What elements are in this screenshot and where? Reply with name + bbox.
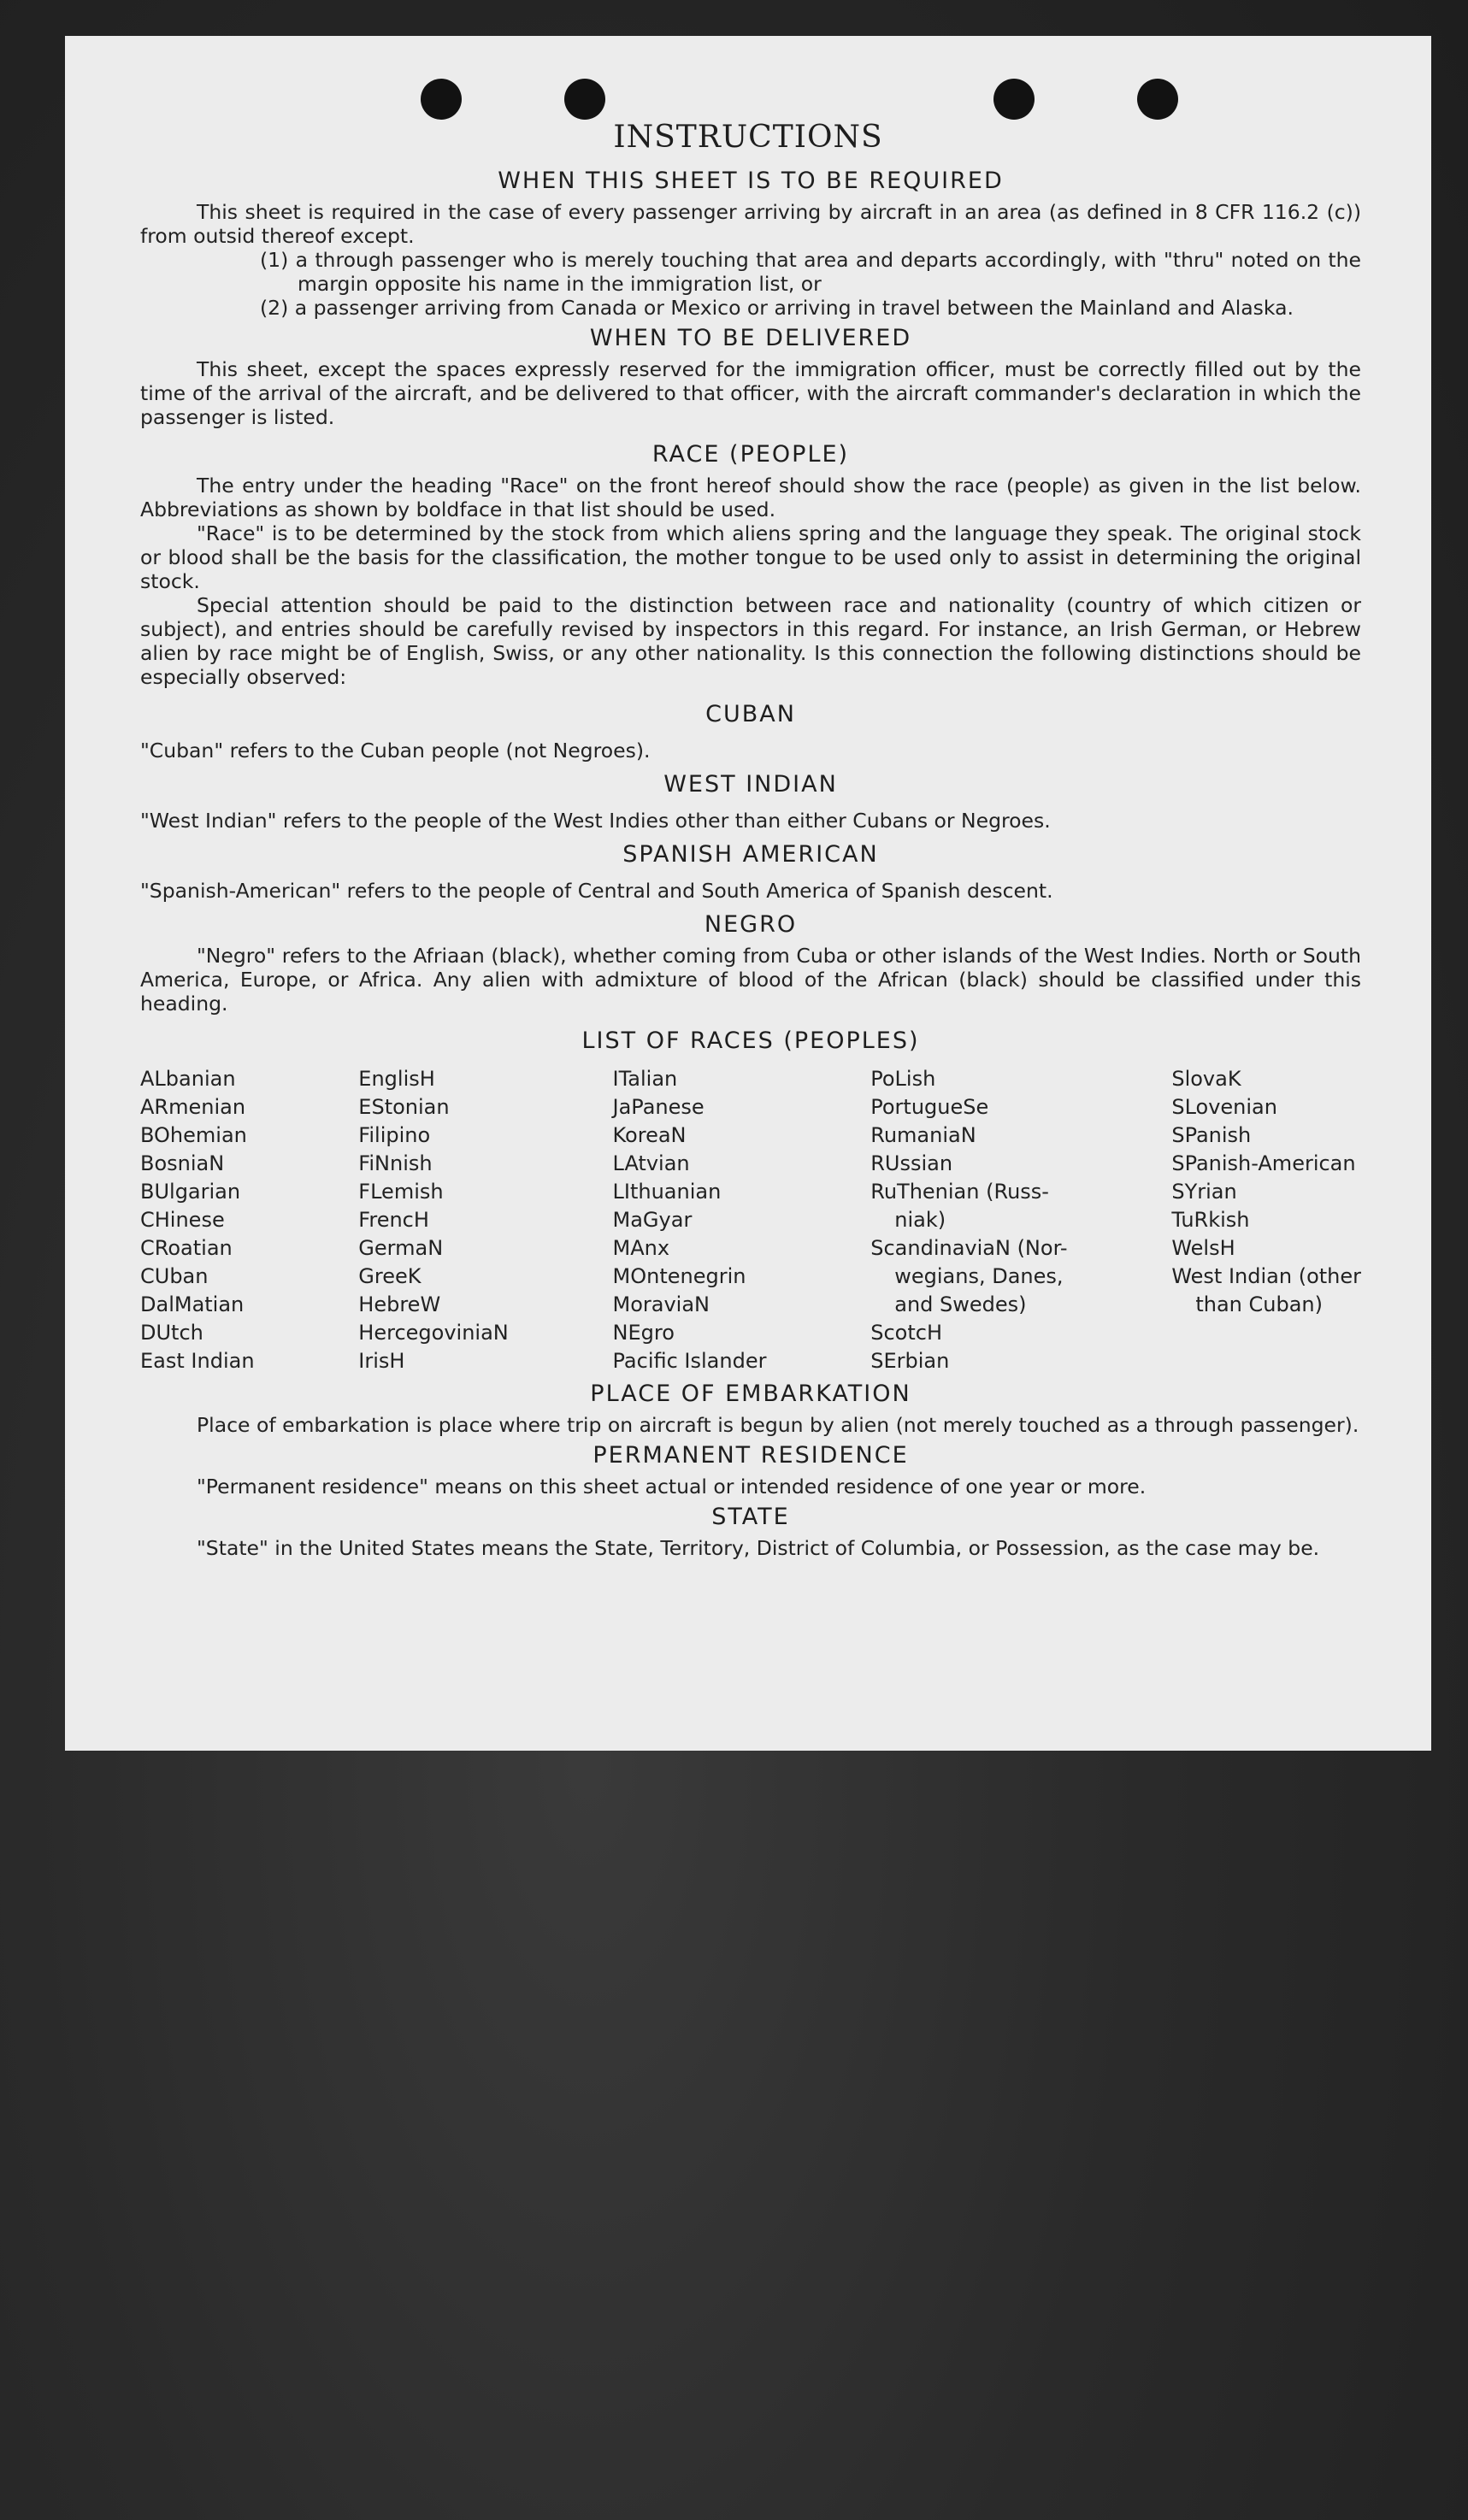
race-entry: TuRkish [1171,1208,1250,1232]
punch-hole [993,79,1035,120]
races-list [140,1065,1361,1375]
race-entry: GreeK [358,1264,422,1288]
race-entry: than Cuban) [1195,1292,1323,1316]
race-entry: SPanish [1171,1123,1252,1147]
heading-race: RACE (PEOPLE) [651,441,850,468]
race-paragraph-1: The entry under the heading "Race" on the front hereof should show the race (people) as given in the list below. Abbreviations as shown by boldface in that list should be used. [140,474,1361,521]
race-entry: ScotcH [870,1321,942,1345]
race-entry: HercegoviniaN [358,1321,509,1345]
race-entry: RumaniaN [870,1123,976,1147]
heading-delivered: WHEN TO BE DELIVERED [589,325,912,351]
race-entry: FrencH [358,1208,429,1232]
state-text: "State" in the United States means the State, Territory, District of Columbia, or Possession, as the case may be. [197,1536,1320,1560]
races-column-3 [613,1065,767,1375]
race-entry: Filipino [358,1123,431,1147]
heading-required: WHEN THIS SHEET IS TO BE REQUIRED [498,168,1004,194]
race-entry: DUtch [140,1321,203,1345]
races-column-5 [1171,1065,1361,1375]
races-column-1 [140,1065,255,1375]
race-entry: ScandinaviaN (Nor- [870,1236,1068,1260]
race-entry: MaGyar [612,1208,693,1232]
heading-races-list: LIST OF RACES (PEOPLES) [581,1027,920,1054]
delivered-text: This sheet, except the spaces expressly reserved for the immigration officer, must be correctly filled out by the time of the arrival of the aircraft, and be delivered to that officer, with the aircraft commander's declaration in which the passenger is listed. [140,357,1361,429]
race-entry: JaPanese [612,1095,705,1119]
race-entry: BUlgarian [140,1180,241,1204]
heading-cuban: CUBAN [705,701,796,727]
required-item-1: (1) a through passenger who is merely touching that area and departs accordingly, with "thru" noted on the margin opposite his name in the immigration list, or [260,248,1361,296]
negro-text: "Negro" refers to the Afriaan (black), whether coming from Cuba or other islands of the West Indies. North or South America, Europe, or Africa. Any alien with admixture of blood of the African (black) should be classified under this heading. [140,944,1361,1016]
race-entry: LAtvian [612,1151,690,1175]
race-entry: IrisH [358,1349,405,1373]
race-entry: CHinese [140,1208,225,1232]
heading-spanish-american: SPANISH AMERICAN [622,841,879,868]
race-entry: SPanish-American [1171,1151,1356,1175]
race-entry: ALbanian [140,1067,236,1091]
races-column-4 [870,1065,1067,1375]
race-entry: SLovenian [1171,1095,1277,1119]
punch-hole [421,79,462,120]
race-entry: GermaN [358,1236,444,1260]
race-entry: PoLish [870,1067,936,1091]
required-item-2: (2) a passenger arriving from Canada or Mexico or arriving in travel between the Mainland and Alaska. [260,296,1294,320]
race-entry: EnglisH [358,1067,435,1091]
punch-hole [1137,79,1178,120]
race-entry: RUssian [870,1151,953,1175]
race-entry: BOhemian [140,1123,247,1147]
race-entry: Pacific Islander [612,1349,767,1373]
race-paragraph-3: Special attention should be paid to the distinction between race and nationality (country of which citizen or subject), and entries should be carefully revised by inspectors in this regard. For instance, an Irish German, or Hebrew alien by race might be of English, Swiss, or any other nationality. Is this connection the following distinctions should be especially observed: [140,593,1361,689]
race-entry: SlovaK [1171,1067,1241,1091]
document-body [140,162,1361,1560]
heading-residence: PERMANENT RESIDENCE [593,1442,909,1469]
race-entry: MoraviaN [612,1292,710,1316]
heading-west-indian: WEST INDIAN [663,771,838,798]
race-entry: West Indian (other [1171,1264,1361,1288]
instruction-sheet [65,36,1431,1751]
race-entry: LIthuanian [612,1180,722,1204]
heading-embarkation: PLACE OF EMBARKATION [590,1381,911,1407]
required-intro: This sheet is required in the case of every passenger arriving by aircraft in an area (as defined in 8 CFR 116.2 (c)) from outsid thereof except. [140,200,1361,248]
race-entry: SErbian [870,1349,950,1373]
heading-negro: NEGRO [704,911,798,938]
race-entry: WelsH [1171,1236,1235,1260]
race-entry: ARmenian [140,1095,246,1119]
race-entry: HebreW [358,1292,441,1316]
punch-hole [564,79,605,120]
embarkation-text: Place of embarkation is place where trip on aircraft is begun by alien (not merely touched as a through passenger). [197,1413,1359,1437]
race-entry: FiNnish [358,1151,433,1175]
spanish-american-text: "Spanish-American" refers to the people of Central and South America of Spanish descent. [140,879,1053,903]
west-indian-text: "West Indian" refers to the people of the West Indies other than either Cubans or Negroes. [140,809,1051,833]
race-paragraph-2: "Race" is to be determined by the stock from which aliens spring and the language they speak. The original stock or blood shall be the basis for the classification, the mother tongue to be used only to assist in determining the original stock. [140,521,1361,593]
race-entry: wegians, Danes, [894,1264,1064,1288]
race-entry: East Indian [140,1349,255,1373]
races-column-2 [358,1065,508,1375]
race-entry: CUban [140,1264,209,1288]
race-entry: BosniaN [140,1151,225,1175]
race-entry: RuThenian (Russ- [870,1180,1049,1204]
race-entry: KoreaN [612,1123,687,1147]
race-entry: and Swedes) [894,1292,1027,1316]
race-entry: ITalian [612,1067,678,1091]
race-entry: NEgro [612,1321,675,1345]
race-entry: MOntenegrin [612,1264,746,1288]
cuban-text: "Cuban" refers to the Cuban people (not Negroes). [140,739,651,762]
race-entry: EStonian [358,1095,450,1119]
heading-state: STATE [711,1504,790,1530]
race-entry: SYrian [1171,1180,1237,1204]
race-entry: MAnx [612,1236,670,1260]
race-entry: CRoatian [140,1236,233,1260]
race-entry: PortugueSe [870,1095,989,1119]
residence-text: "Permanent residence" means on this sheet actual or intended residence of one year or more. [197,1475,1147,1498]
race-entry: FLemish [358,1180,444,1204]
race-entry: niak) [894,1208,946,1232]
page-title: INSTRUCTIONS [613,120,883,155]
race-entry: DalMatian [140,1292,245,1316]
